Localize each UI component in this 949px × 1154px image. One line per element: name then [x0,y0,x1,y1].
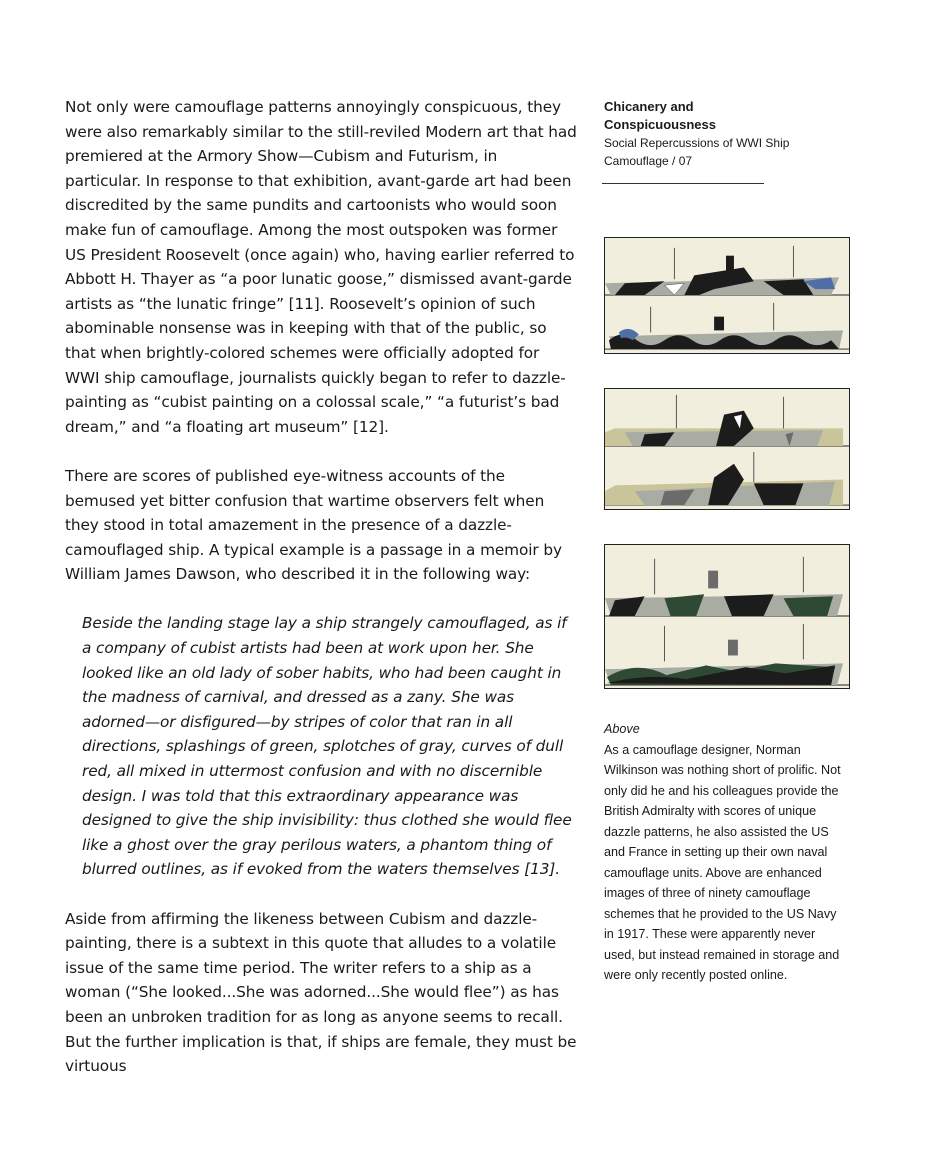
block-quote: Beside the landing stage lay a ship strangely camouflaged, as if a company of cubist artists had been at work upon her. She looked like an old lady of sober habits, who had been caught in the madness of carnival, and dressed as a zany. She was adorned—or disfigured—by stripes of color that ran in all directions, splashings of green, splotches of gray, curves of dull red, all mixed in uttermost confusion and with no discernible design. I was told that this extraordinary appearance was designed to give the ship invisibility: thus clothed she would flee like a ghost over the gray perilous waters, a phantom thing of blurred outlines, as if evoked from the waters themselves [13]. [82,614,572,879]
article-body [65,95,577,1103]
paragraph-3: Aside from affirming the likeness between Cubism and dazzle-painting, there is a subtext in this quote that alludes to a volatile issue of the same time period. The writer refers to a ship as a woman (“She looked...She was adorned...She would flee”) as has been an unbroken tradition for as long as anyone seems to recall. But the further implication is that, if ships are female, they must be virtuous [65,909,577,1076]
header-subtitle: Social Repercussions of WWI Ship Camouflage / 07 [604,136,790,168]
caption-text: As a camouflage designer, Norman Wilkinson was nothing short of prolific. Not only did he and his colleagues provide the British Admiralty with scores of unique dazzle patterns, he also assisted the US and France in setting up their own naval camouflage units. Above are enhanced images of three of ninety camouflage schemes that he provided to the US Navy in 1917. These were apparently never used, but instead remained in storage and were only recently posted online. [604,742,841,982]
header-title: Chicanery and Conspicuousness [604,99,716,132]
camouflage-plate-3 [604,544,850,689]
running-header [604,98,854,170]
dazzle-ship-illustration-3 [605,545,849,688]
camouflage-plate-1 [604,237,850,354]
caption-label: Above [604,722,640,736]
camouflage-plate-2 [604,388,850,510]
paragraph-1: Not only were camouflage patterns annoyingly conspicuous, they were also remarkably similar to the still-reviled Modern art that had premiered at the Armory Show—Cubism and Futurism, in particular. In response to that exhibition, avant-garde art had been discredited by the same pundits and cartoonists who would soon make fun of camouflage. Among the most outspoken was former US President Roosevelt (once again) who, having earlier referred to Abbott H. Thayer as “a poor lunatic goose,” dismissed avant-garde artists as “the lunatic fringe” [11]. Roosevelt’s opinion of such abominable nonsense was in keeping with that of the public, so that when brightly-colored schemes were officially adopted for WWI ship camouflage, journalists quickly began to refer to dazzle-painting as “cubist painting on a colossal scale,” “a futurist’s bad dream,” and “a floating art museum” [12]. [65,98,577,436]
figure-caption [604,719,849,986]
paragraph-2: There are scores of published eye-witness accounts of the bemused yet bitter confusion that wartime observers felt when they stood in total amazement in the presence of a dazzle-camouflaged ship. A typical example is a passage in a memoir by William James Dawson, who described it in the following way: [65,466,562,584]
dazzle-ship-illustration-2 [605,389,849,509]
header-divider [602,183,764,184]
dazzle-ship-illustration-1 [605,238,849,353]
